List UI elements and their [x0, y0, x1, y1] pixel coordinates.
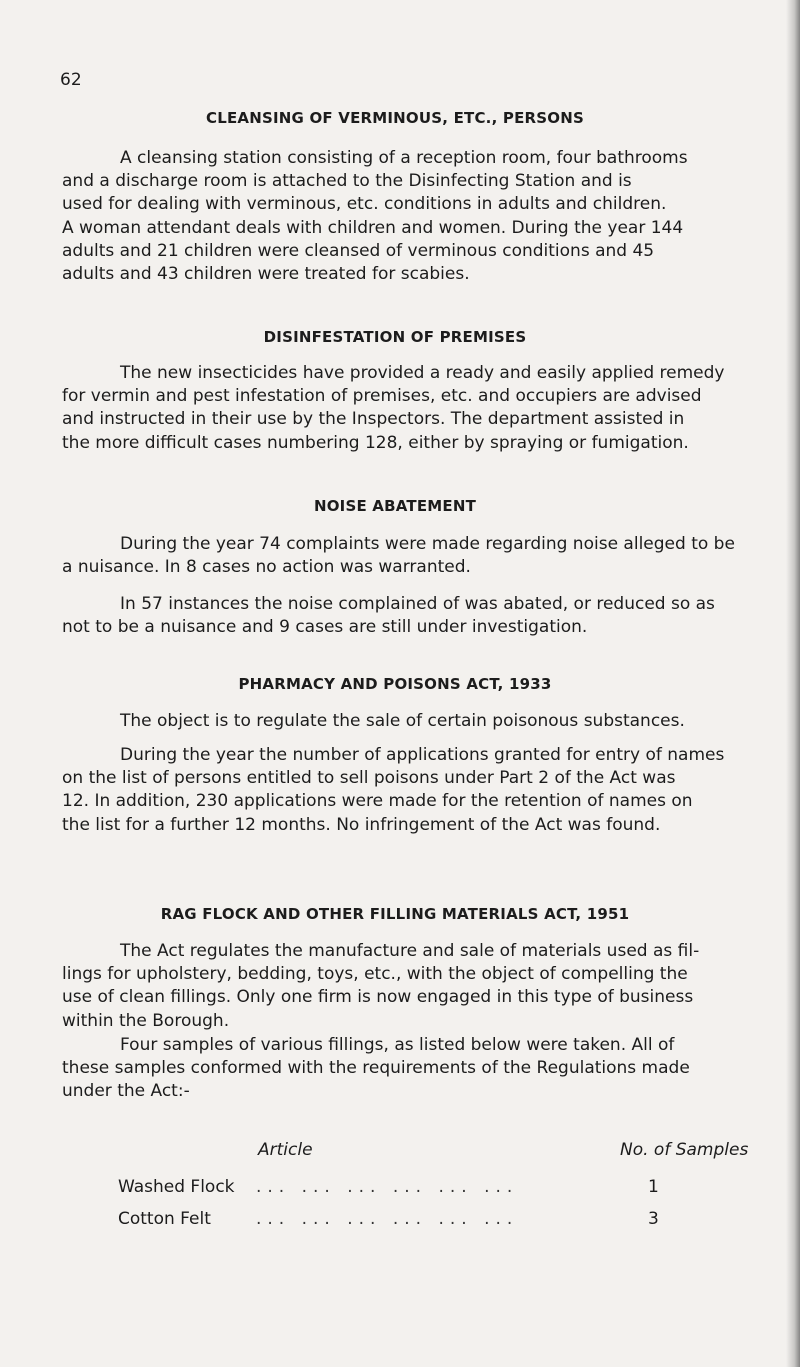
text-line: use of clean fillings. Only one firm is now engaged in this type of business	[62, 987, 694, 1008]
column-header-samples: No. of Samples	[620, 1140, 749, 1160]
paragraph-rag-flock-1	[62, 940, 797, 1033]
text-line: within the Borough.	[62, 1010, 230, 1031]
text-line: During the year 74 complaints were made regarding noise alleged to be	[120, 534, 735, 554]
text-line: for vermin and pest infestation of premises, etc. and occupiers are advised	[62, 386, 702, 407]
dot-leaders: ... ... ... ... ... ...	[256, 1177, 519, 1197]
sample-count: 3	[648, 1209, 659, 1229]
text-line: on the list of persons entitled to sell poisons under Part 2 of the Act was	[62, 768, 676, 789]
text-line: used for dealing with verminous, etc. conditions in adults and children.	[62, 194, 667, 215]
text-line: and a discharge room is attached to the Disinfecting Station and is	[62, 171, 632, 192]
paragraph-pharmacy-1	[62, 710, 797, 733]
text-line: A woman attendant deals with children and women. During the year 144	[62, 217, 684, 238]
text-line: adults and 21 children were cleansed of verminous conditions and 45	[62, 240, 655, 261]
heading-rag-flock: RAG FLOCK AND OTHER FILLING MATERIALS ACT, 1951	[160, 905, 630, 923]
heading-pharmacy: PHARMACY AND POISONS ACT, 1933	[238, 675, 552, 693]
text-line: The object is to regulate the sale of certain poisonous substances.	[120, 711, 685, 731]
text-line: lings for upholstery, bedding, toys, etc., with the object of compelling the	[62, 964, 688, 985]
text-line: 12. In addition, 230 applications were made for the retention of names on	[62, 791, 693, 812]
text-line: In 57 instances the noise complained of was abated, or reduced so as	[120, 594, 715, 614]
paragraph-noise-1	[62, 533, 797, 579]
paragraph-rag-flock-2	[62, 1034, 797, 1104]
paragraph-noise-2	[62, 593, 797, 639]
paragraph-cleansing	[62, 147, 797, 286]
text-line: The Act regulates the manufacture and sale of materials used as fil-	[120, 941, 700, 961]
text-line: these samples conformed with the requirements of the Regulations made	[62, 1058, 690, 1079]
paragraph-pharmacy-2	[62, 744, 797, 837]
text-line: the more difficult cases numbering 128, either by spraying or fumigation.	[62, 432, 689, 453]
dot-leaders: ... ... ... ... ... ...	[256, 1209, 519, 1229]
page-edge-shadow	[786, 0, 800, 1367]
sample-count: 1	[648, 1177, 659, 1197]
text-line: During the year the number of applications granted for entry of names	[120, 745, 725, 765]
text-line: under the Act:-	[62, 1081, 190, 1102]
heading-cleansing: CLEANSING OF VERMINOUS, ETC., PERSONS	[206, 109, 584, 127]
heading-disinfestation: DISINFESTATION OF PREMISES	[263, 328, 527, 346]
column-header-article: Article	[258, 1140, 313, 1160]
text-line: adults and 43 children were treated for scabies.	[62, 264, 470, 285]
page-number: 62	[60, 70, 82, 90]
article-name: Washed Flock	[118, 1177, 235, 1197]
paragraph-disinfestation	[62, 362, 797, 455]
text-line: the list for a further 12 months. No infringement of the Act was found.	[62, 814, 661, 835]
text-line: The new insecticides have provided a ready and easily applied remedy	[120, 363, 725, 383]
text-line: Four samples of various fillings, as listed below were taken. All of	[120, 1035, 675, 1055]
article-name: Cotton Felt	[118, 1209, 211, 1229]
text-line: and instructed in their use by the Inspectors. The department assisted in	[62, 409, 685, 430]
text-line: A cleansing station consisting of a reception room, four bathrooms	[120, 148, 688, 168]
text-line: not to be a nuisance and 9 cases are still under investigation.	[62, 617, 588, 638]
text-line: a nuisance. In 8 cases no action was warranted.	[62, 557, 471, 578]
heading-noise-abatement: NOISE ABATEMENT	[313, 497, 477, 515]
